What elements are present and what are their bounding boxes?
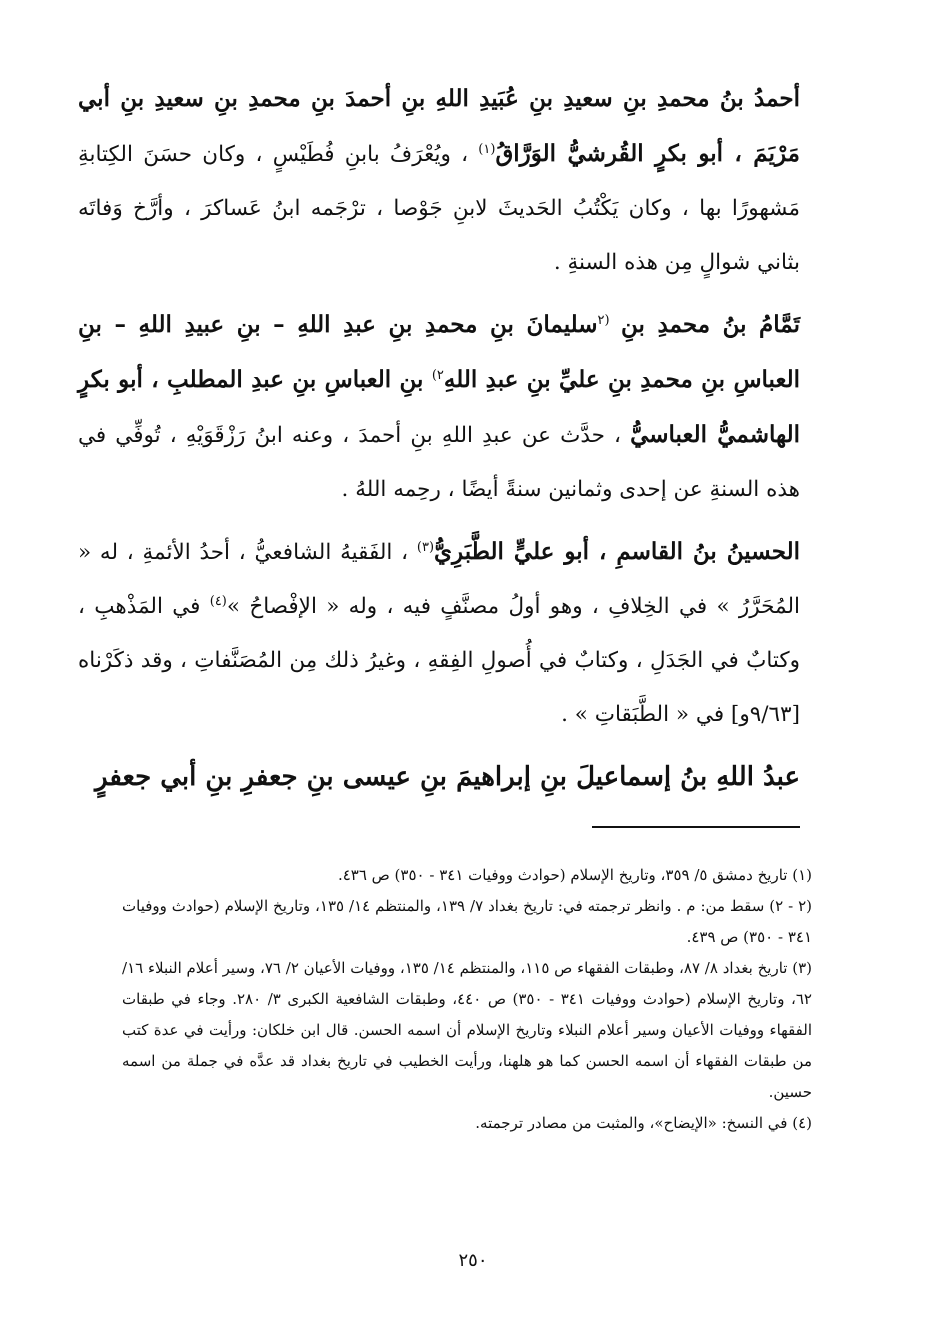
entry-name: أحمدُ بنُ محمدِ بنِ سعيدِ بنِ عُبَيدِ اللهِ بنِ أحمدَ بنِ محمدِ بنِ سعيدِ بنِ أبي مَرْيَمَ ، أبو بكرٍ القُرشيُّ الوَرَّاقُ <box>78 85 800 167</box>
entry-text: ، ويُعْرَفُ بابنِ فُطَيْسٍ ، وكان حسَنَ الكِتابةِ مَشهورًا بها ، وكان يَكْتُبُ الحَديثَ لابنِ جَوْصا ، ترْجَمه ابنُ عَساكرَ ، وأرَّخ وَفاتَه بثاني شوالٍ مِن هذه السنةِ . <box>78 142 800 275</box>
footnote-mark[interactable]: (٣) <box>416 539 435 555</box>
entry-name: عبدُ اللهِ بنُ إسماعيلَ بنِ إبراهيمَ بنِ عيسى بنِ جعفرِ بنِ أبي جعفرٍ <box>95 762 800 792</box>
footnote: (٢ - ٢) سقط من: م . وانظر ترجمته في: تاريخ بغداد ٧/ ١٣٩، والمنتظم ١٤/ ١٣٥، وتاريخ الإسلام (حوادث ووفيات ٣٤١ - ٣٥٠) ص ٤٣٩. <box>122 897 813 946</box>
footnotes <box>122 860 812 1139</box>
footnote-mark[interactable]: (١) <box>478 141 496 157</box>
footnote-separator <box>592 826 800 828</box>
biography-entry <box>78 525 800 742</box>
footnote-mark[interactable]: (٢ <box>597 312 610 328</box>
biography-entry <box>78 298 800 517</box>
footnote: (١) تاريخ دمشق ٥/ ٣٥٩، وتاريخ الإسلام (حوادث ووفيات ٣٤١ - ٣٥٠) ص ٤٣٦. <box>337 866 812 884</box>
page-number: ٢٥٠ <box>458 1250 488 1271</box>
entry-text-continued: في المَذْهبِ ، وكتابٌ في الجَدَلِ ، وكتابٌ في أُصولِ الفِقهِ ، وغيرُ ذلك مِن المُصَنَّفاتِ ، وقد ذكَرْناه [٩/٦٣و] في « الطَّبَقاتِ » . <box>78 594 800 727</box>
footnote-mark[interactable]: (٤) <box>209 593 227 609</box>
entry-text: ، الفَقيهُ الشافعيُّ ، أحدُ الأئمةِ ، له « المُحَرَّرُ » في الخِلافِ ، وهو أولُ مصنَّفٍ فيه ، وله « الإفْصاحُ » <box>78 540 800 619</box>
entry-name: تَمَّامُ بنُ محمدِ بنِ <box>621 311 800 338</box>
biography-entry <box>78 750 800 806</box>
biography-entry <box>78 72 800 290</box>
footnote-mark[interactable]: ٢) <box>431 367 444 383</box>
entry-name: الحسينُ بنُ القاسمِ ، أبو عليٍّ الطَّبَرِيُّ <box>434 538 800 565</box>
footnote: (٤) في النسخ: «الإيضاح»، والمثبت من مصادر ترجمته. <box>475 1114 812 1132</box>
footnote: (٣) تاريخ بغداد ٨/ ٨٧، وطبقات الفقهاء ص ١١٥، والمنتظم ١٤/ ١٣٥، ووفيات الأعيان ٢/ ٧٦، وسير أعلام النبلاء ١٦/ ٦٢، وتاريخ الإسلام (حوادث ووفيات ٣٤١ - ٣٥٠) ص ٤٤٠، وطبقات الشافعية الكبرى ٣/ ٢٨٠. وجاء في طبقات الفقهاء ووفيات الأعيان وسير أعلام النبلاء وتاريخ الإسلام أن اسمه الحسن. قال ابن خلكان: ورأيت في عدة كتب من طبقات الفقهاء أن اسمه الحسن كما هو هلهنا، ورأيت الخطيب في تاريخ بغداد قد عدَّه في جملة من اسمه حسين. <box>122 959 812 1101</box>
main-text <box>78 72 800 814</box>
entry-name-end: بنِ العباسِ بنِ عبدِ المطلبِ ، أبو بكرٍ الهاشميُّ العباسيُّ <box>78 366 801 448</box>
entry-name-continued: سليمانَ بنِ محمدِ بنِ عبدِ اللهِ – بنِ عبيدِ اللهِ – بنِ العباسِ بنِ محمدِ بنِ عليِّ بنِ عبدِ اللهِ <box>78 311 800 393</box>
entry-text: ، حدَّث عن عبدِ اللهِ بنِ أحمدَ ، وعنه ابنُ رَزْقَوَيْهِ ، تُوفِّي في هذه السنةِ عن إحدى وثمانين سنةً أيضًا ، رحِمه اللهُ . <box>78 423 800 502</box>
